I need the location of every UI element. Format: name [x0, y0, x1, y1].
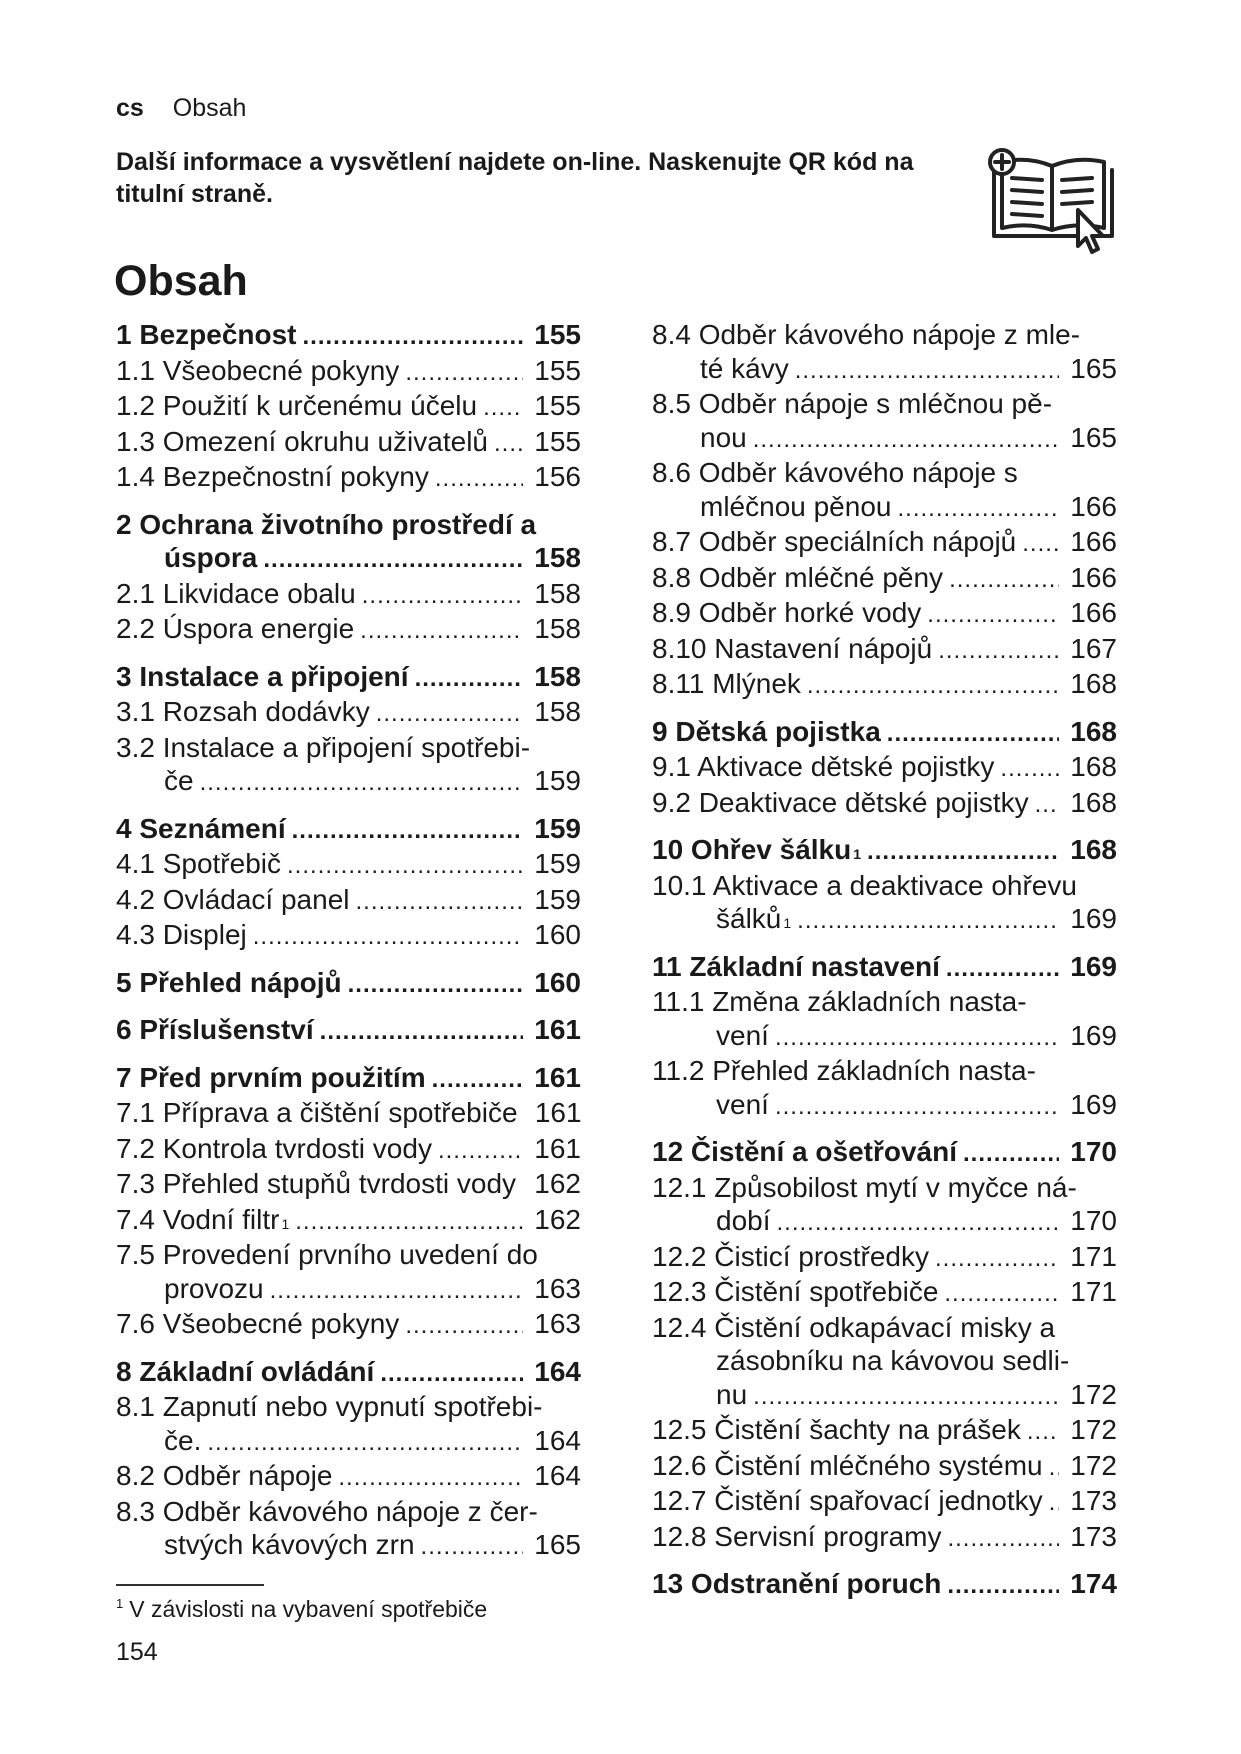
- dot-leader: [867, 835, 1059, 869]
- dot-leader: [348, 968, 523, 1002]
- toc-entry-text: úspora: [164, 542, 258, 573]
- toc-page-number: 155: [534, 354, 581, 386]
- dot-leader: [795, 354, 1059, 388]
- toc-entry-text: 12.8 Servisní programy: [652, 1520, 942, 1552]
- toc-entry-text: 8.6 Odběr kávového nápoje s: [652, 457, 1018, 488]
- toc-entry-text: 1.4 Bezpečnostní pokyny: [116, 461, 429, 492]
- toc-entry-e4[interactable]: [116, 812, 581, 848]
- toc-entry-text: 8.8 Odběr mléčné pěny: [652, 561, 944, 593]
- toc-entry-text: 11 Základní nastavení: [652, 950, 940, 982]
- toc-entry-e1_4[interactable]: [116, 460, 581, 496]
- toc-page-number: 172: [1070, 1449, 1117, 1481]
- toc-page-number: 166: [1070, 526, 1117, 557]
- toc-entry-text: 3.2 Instalace a připojení spotřebi-: [116, 731, 531, 763]
- toc-page-number: 168: [1070, 668, 1117, 699]
- dot-leader: [494, 427, 523, 461]
- dot-leader: [295, 1205, 523, 1239]
- toc-entry-e8[interactable]: [116, 1355, 581, 1391]
- toc-page-number: 166: [1070, 490, 1117, 522]
- toc-entry-e8_8[interactable]: [652, 561, 1117, 597]
- toc-entry-text: vení: [716, 1088, 769, 1120]
- toc-entry-text: dobí: [716, 1205, 771, 1236]
- dot-leader: [380, 1357, 523, 1391]
- dot-leader: [253, 920, 523, 954]
- dot-leader: [421, 1530, 523, 1564]
- toc-entry-e10[interactable]: 10 Ohřev šálku 1 ..... 168: [652, 833, 1117, 869]
- toc-entry-text: 8.5 Odběr nápoje s mléčnou pě-: [652, 388, 1053, 419]
- page-title: Obsah: [114, 257, 248, 305]
- toc-page-number: 169: [1070, 950, 1117, 982]
- online-manual-book-icon: [982, 148, 1122, 258]
- toc-entry-text: 2 Ochrana životního prostředí a: [116, 508, 537, 540]
- toc-entry-e12_4[interactable]: [652, 1311, 1117, 1414]
- toc-page-number: 168: [1070, 834, 1117, 865]
- toc-entry-text: vení: [716, 1019, 769, 1051]
- toc-entry-text: 8.10 Nastavení nápojů: [652, 632, 933, 664]
- toc-entry-e2_1[interactable]: [116, 577, 581, 613]
- dot-leader: [287, 849, 523, 883]
- toc-entry-e8_3[interactable]: [116, 1495, 581, 1564]
- dot-leader: [438, 1134, 523, 1168]
- toc-entry-text: zásobníku na kávovou sedli-: [716, 1345, 1070, 1376]
- dot-leader: [949, 563, 1059, 597]
- toc-entry-e9_1[interactable]: [652, 750, 1117, 786]
- toc-entry-e12_8[interactable]: [652, 1520, 1117, 1556]
- toc-entry-text: šálků: [716, 903, 782, 934]
- dot-leader: [777, 1206, 1060, 1240]
- toc-entry-text: nou: [700, 421, 747, 453]
- toc-entry-text: 4.3 Displej: [116, 919, 247, 950]
- toc-entry-text: 2.2 Úspora energie: [116, 613, 355, 644]
- toc-page-number: 158: [534, 577, 581, 609]
- toc-entry-e12_3[interactable]: [652, 1275, 1117, 1311]
- dot-leader: [947, 1522, 1059, 1556]
- dot-leader: [432, 1063, 523, 1097]
- toc-entry-e1[interactable]: [116, 318, 581, 354]
- toc-entry-e7_1[interactable]: [116, 1096, 581, 1132]
- dot-leader: [362, 579, 523, 613]
- toc-entry-text: 4.2 Ovládací panel: [116, 883, 350, 915]
- toc-entry-e8_9[interactable]: [652, 596, 1117, 632]
- toc-page-number: 164: [534, 1460, 581, 1491]
- toc-entry-text: té kávy: [700, 352, 789, 384]
- toc-page-number: 159: [534, 848, 581, 879]
- toc-entry-text: 7.4 Vodní filtr: [116, 1203, 280, 1235]
- toc-column-right: [652, 318, 1117, 1603]
- toc-entry-e5[interactable]: [116, 966, 581, 1002]
- toc-page-number: 170: [1070, 1205, 1117, 1236]
- dot-leader: [935, 1242, 1059, 1276]
- footnote: [116, 1596, 487, 1623]
- toc-page-number: 168: [1070, 715, 1117, 747]
- toc-entry-text: stvých kávových zrn: [164, 1529, 415, 1560]
- toc-entry-text: 6 Příslušenství: [116, 1014, 314, 1045]
- toc-entry-text: 7.5 Provedení prvního uvedení do: [116, 1239, 538, 1270]
- toc-page-number: 165: [1070, 421, 1117, 453]
- toc-page-number: 167: [1070, 632, 1117, 664]
- toc-entry-text: 7 Před prvním použitím: [116, 1061, 426, 1093]
- toc-entry-text: 8.1 Zapnutí nebo vypnutí spotřebi-: [116, 1391, 543, 1422]
- dot-leader: [320, 1015, 523, 1049]
- toc-page-number: 155: [534, 319, 581, 350]
- dot-leader: [946, 952, 1059, 986]
- toc-page-number: 160: [534, 966, 581, 998]
- dot-leader: [303, 320, 524, 354]
- toc-entry-e12_2[interactable]: [652, 1240, 1117, 1276]
- toc-entry-e12_6[interactable]: [652, 1449, 1117, 1485]
- toc-page-number: 164: [534, 1424, 581, 1456]
- toc-entry-e4_3[interactable]: [116, 918, 581, 954]
- dot-leader: [887, 717, 1059, 751]
- toc-entry-e1_2[interactable]: [116, 389, 581, 425]
- page-number: 154: [116, 1638, 158, 1666]
- dot-leader: [775, 1090, 1059, 1124]
- toc-entry-text: 12.2 Čisticí prostředky: [652, 1240, 929, 1272]
- dot-leader: [938, 634, 1059, 668]
- dot-leader: [200, 766, 523, 800]
- toc-page-number: 158: [534, 696, 581, 727]
- toc-entry-e12_7[interactable]: [652, 1484, 1117, 1520]
- toc-entry-e9_2[interactable]: [652, 786, 1117, 822]
- toc-entry-text: 10.1 Aktivace a deaktivace ohřevu: [652, 869, 1077, 901]
- toc-entry-text: 9.2 Deaktivace dětské pojistky: [652, 786, 1029, 818]
- dot-leader: [405, 1309, 523, 1343]
- footnote-divider: [116, 1584, 264, 1586]
- toc-entry-text: 11.2 Přehled základních nasta-: [652, 1055, 1036, 1086]
- toc-page-number: 172: [1070, 1378, 1117, 1410]
- footnote-text: V závislosti na vybavení spotřebiče: [129, 1596, 488, 1622]
- toc-page-number: 171: [1070, 1276, 1117, 1307]
- dot-leader: [270, 1274, 523, 1308]
- toc-entry-e4_1[interactable]: [116, 847, 581, 883]
- toc-entry-text: 8.4 Odběr kávového nápoje z mle-: [652, 319, 1081, 350]
- toc-entry-e7[interactable]: [116, 1061, 581, 1097]
- toc-entry-e12_5[interactable]: [652, 1413, 1117, 1449]
- toc-entry-e10_1[interactable]: 10.1 Aktivace a deaktivace ohřevu šálků 1 ..... 169: [652, 869, 1117, 938]
- dot-leader: [522, 1169, 523, 1203]
- toc-page-number: 169: [1070, 903, 1117, 934]
- toc-column-left: [116, 318, 581, 1564]
- toc-entry-text: 5 Přehled nápojů: [116, 966, 342, 998]
- toc-page-number: 161: [534, 1132, 581, 1164]
- dot-leader: [415, 662, 523, 696]
- dot-leader: [947, 1569, 1059, 1603]
- toc-entry-text: 12.6 Čistění mléčného systému: [652, 1449, 1043, 1481]
- toc-page-number: 173: [1070, 1520, 1117, 1552]
- toc-page-number: 173: [1070, 1485, 1117, 1516]
- toc-entry-e12_1[interactable]: [652, 1171, 1117, 1240]
- toc-entry-text: provozu: [164, 1272, 264, 1304]
- toc-page-number: 169: [1070, 1088, 1117, 1120]
- toc-entry-e8_2[interactable]: [116, 1459, 581, 1495]
- dot-leader: [376, 697, 523, 731]
- toc-entry-text: če: [164, 765, 194, 796]
- toc-entry-text: 1.2 Použití k určenému účelu: [116, 390, 478, 421]
- toc-entry-e4_2[interactable]: [116, 883, 581, 919]
- toc-page-number: 174: [1070, 1568, 1117, 1599]
- dot-leader: [897, 492, 1059, 526]
- toc-entry-text: 13 Odstranění poruch: [652, 1568, 942, 1599]
- running-header: [116, 94, 246, 123]
- dot-leader: [356, 885, 524, 919]
- toc-page-number: 172: [1070, 1414, 1117, 1445]
- toc-page-number: 168: [1070, 751, 1117, 782]
- toc-entry-text: 9 Dětská pojistka: [652, 715, 881, 747]
- dot-leader: [435, 462, 523, 496]
- toc-entry-text: 8 Základní ovládání: [116, 1355, 375, 1387]
- dot-leader: [797, 904, 1059, 938]
- toc-entry-text: 10 Ohřev šálku: [652, 834, 852, 865]
- toc-entry-text: 1.1 Všeobecné pokyny: [116, 354, 400, 386]
- toc-entry-e8_10[interactable]: [652, 632, 1117, 668]
- toc-page-number: 159: [534, 812, 581, 844]
- dot-leader: [963, 1137, 1059, 1171]
- toc-entry-e11_1[interactable]: [652, 985, 1117, 1054]
- toc-page-number: 161: [534, 1061, 581, 1093]
- toc-entry-e7_6[interactable]: [116, 1307, 581, 1343]
- toc-entry-e13[interactable]: [652, 1567, 1117, 1603]
- toc-entry-text: 12 Čistění a ošetřování: [652, 1136, 958, 1167]
- dot-leader: [1027, 1415, 1059, 1449]
- toc-page-number: 163: [534, 1308, 581, 1339]
- dot-leader: [807, 669, 1059, 703]
- toc-entry-text: 9.1 Aktivace dětské pojistky: [652, 751, 995, 782]
- toc-entry-text: 12.3 Čistění spotřebiče: [652, 1276, 939, 1307]
- toc-page-number: 158: [534, 660, 581, 692]
- toc-entry-e12[interactable]: [652, 1135, 1117, 1171]
- toc-entry-text: 8.7 Odběr speciálních nápojů: [652, 526, 1017, 557]
- toc-entry-e2_2[interactable]: [116, 612, 581, 648]
- toc-entry-e7_2[interactable]: [116, 1132, 581, 1168]
- dot-leader: [753, 1380, 1059, 1414]
- toc-entry-e3_2[interactable]: [116, 731, 581, 800]
- toc-page-number: 161: [534, 1014, 581, 1045]
- dot-leader: [360, 614, 523, 648]
- toc-page-number: 158: [534, 542, 581, 573]
- toc-entry-e6[interactable]: [116, 1013, 581, 1049]
- header-section: Obsah: [172, 94, 247, 122]
- toc-entry-text: 12.4 Čistění odkapávací misky a: [652, 1311, 1056, 1343]
- toc-entry-text: 3 Instalace a připojení: [116, 660, 409, 692]
- online-info-note: Další informace a vysvětlení najdete on-line. Naskenujte QR kód na titulní straně.: [116, 148, 914, 208]
- toc-page-number: 155: [534, 425, 581, 457]
- toc-page-number: 158: [534, 613, 581, 644]
- toc-page-number: 163: [534, 1272, 581, 1304]
- toc-entry-text: 7.2 Kontrola tvrdosti vody: [116, 1132, 432, 1164]
- toc-entry-e8_11[interactable]: [652, 667, 1117, 703]
- toc-page-number: 164: [534, 1355, 581, 1387]
- toc-entry-text: 7.6 Všeobecné pokyny: [116, 1308, 400, 1339]
- dot-leader: [292, 814, 523, 848]
- toc-page-number: 162: [534, 1203, 581, 1235]
- toc-entry-e8_6[interactable]: [652, 456, 1117, 525]
- toc-page-number: 166: [1070, 561, 1117, 593]
- toc-entry-e2[interactable]: [116, 508, 581, 577]
- dot-leader: [927, 598, 1059, 632]
- toc-page-number: 165: [1070, 352, 1117, 384]
- toc-entry-text: 2.1 Likvidace obalu: [116, 577, 356, 609]
- dot-leader: [1000, 752, 1059, 786]
- dot-leader: [753, 423, 1059, 457]
- toc-entry-text: 12.5 Čistění šachty na prášek: [652, 1414, 1021, 1445]
- toc-entry-text: 1.3 Omezení okruhu uživatelů: [116, 425, 488, 457]
- toc-entry-e3[interactable]: [116, 660, 581, 696]
- dot-leader: [775, 1021, 1059, 1055]
- toc-entry-text: 8.2 Odběr nápoje: [116, 1460, 333, 1491]
- toc-entry-text: 8.3 Odběr kávového nápoje z čer-: [116, 1495, 538, 1527]
- toc-entry-text: 8.11 Mlýnek: [652, 668, 801, 699]
- dot-leader: [1035, 788, 1059, 822]
- dot-leader: [263, 543, 523, 577]
- toc-entry-e1_3[interactable]: [116, 425, 581, 461]
- toc-page-number: 171: [1070, 1240, 1117, 1272]
- toc-entry-e8_1[interactable]: [116, 1390, 581, 1459]
- toc-page-number: 156: [534, 461, 581, 492]
- toc-page-number: 165: [534, 1529, 581, 1560]
- toc-page-number: 161: [534, 1097, 582, 1128]
- toc-entry-text: 3.1 Rozsah dodávky: [116, 696, 370, 727]
- toc-entry-e8_5[interactable]: [652, 387, 1117, 456]
- toc-entry-text: 4 Seznámení: [116, 812, 286, 844]
- toc-page-number: 155: [534, 390, 581, 421]
- toc-entry-text: 7.1 Příprava a čištění spotřebiče: [116, 1097, 518, 1128]
- dot-leader: [1049, 1451, 1059, 1485]
- toc-page-number: 159: [534, 883, 581, 915]
- toc-entry-e7_3[interactable]: [116, 1167, 581, 1203]
- toc-entry-e9[interactable]: [652, 715, 1117, 751]
- dot-leader: [1022, 527, 1059, 561]
- toc-page-number: 170: [1070, 1136, 1117, 1167]
- dot-leader: [207, 1426, 523, 1460]
- dot-leader: [483, 391, 523, 425]
- toc-page-number: 169: [1070, 1019, 1117, 1051]
- footnote-number: 1: [116, 1596, 124, 1612]
- toc-entry-text: nu: [716, 1378, 748, 1410]
- language-code: cs: [116, 94, 144, 122]
- toc-entry-e1_1[interactable]: [116, 354, 581, 390]
- toc-entry-text: 11.1 Změna základních nasta-: [652, 986, 1027, 1017]
- toc-entry-text: 7.3 Přehled stupňů tvrdosti vody: [116, 1168, 517, 1199]
- toc-page-number: 168: [1070, 786, 1117, 818]
- toc-entry-text: 4.1 Spotřebič: [116, 848, 281, 879]
- toc-entry-e8_7[interactable]: [652, 525, 1117, 561]
- dot-leader: [944, 1277, 1059, 1311]
- toc-entry-e8_4[interactable]: [652, 318, 1117, 387]
- dot-leader: [405, 356, 523, 390]
- toc-entry-e11_2[interactable]: [652, 1054, 1117, 1123]
- toc-page-number: 160: [534, 919, 581, 950]
- toc-entry-text: 12.7 Čistění spařovací jednotky: [652, 1485, 1043, 1516]
- toc-page-number: 162: [534, 1168, 581, 1199]
- toc-entry-e11[interactable]: [652, 950, 1117, 986]
- toc-entry-text: če.: [164, 1424, 202, 1456]
- toc-entry-text: 8.9 Odběr horké vody: [652, 597, 922, 628]
- toc-entry-e7_5[interactable]: [116, 1238, 581, 1307]
- toc-entry-text: 1 Bezpečnost: [116, 319, 297, 350]
- toc-page-number: 166: [1070, 597, 1117, 628]
- dot-leader: [338, 1461, 523, 1495]
- toc-entry-text: mléčnou pěnou: [700, 490, 892, 522]
- toc-entry-e3_1[interactable]: [116, 695, 581, 731]
- toc-entry-e7_4[interactable]: 7.4 Vodní filtr 1 ..... 162: [116, 1203, 581, 1239]
- toc-entry-text: 12.1 Způsobilost mytí v myčce ná-: [652, 1171, 1077, 1203]
- toc-page-number: 159: [534, 765, 581, 796]
- dot-leader: [1049, 1486, 1059, 1520]
